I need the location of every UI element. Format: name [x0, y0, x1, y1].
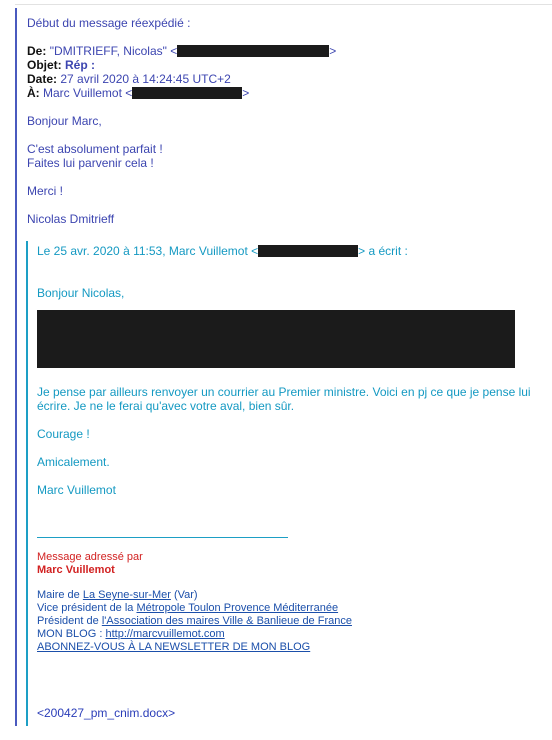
date-value: 27 avril 2020 à 14:24:45 UTC+2 — [60, 72, 231, 86]
quoted-greeting: Bonjour Nicolas, — [37, 286, 125, 300]
quoted-name: Marc Vuillemot — [37, 483, 116, 497]
body-line: C'est absolument parfait ! — [27, 142, 163, 156]
from-line — [27, 44, 547, 58]
quoted-courage: Courage ! — [37, 427, 90, 441]
subject-line — [27, 58, 547, 72]
date-label: Date: — [27, 72, 58, 86]
quote-intro-suffix: > a écrit : — [358, 244, 408, 258]
to-line — [27, 86, 547, 100]
forwarded-message — [27, 16, 547, 226]
to-value[interactable]: Marc Vuillemot < — [43, 86, 133, 100]
quote-intro — [37, 244, 537, 258]
attachment-link[interactable]: <200427_pm_cnim.docx> — [37, 706, 176, 720]
from-value[interactable]: "DMITRIEFF, Nicolas" < — [49, 44, 178, 58]
from-label: De: — [27, 44, 47, 58]
signature-line-mayor — [37, 589, 537, 602]
link-blog[interactable]: http://marcvuillemot.com — [105, 628, 225, 640]
signature-line-newsletter — [37, 641, 537, 654]
redacted-email — [177, 45, 329, 57]
subject-value: Rép : — [65, 58, 96, 72]
quoted-message — [37, 244, 537, 720]
redacted-block — [37, 310, 515, 368]
signature-text: Président de — [37, 615, 102, 627]
body-thanks: Merci ! — [27, 184, 63, 198]
body-greeting: Bonjour Marc, — [27, 114, 102, 128]
link-newsletter[interactable]: ABONNEZ-VOUS À LA NEWSLETTER DE MON BLOG — [37, 641, 311, 653]
quoted-paragraph: Je pense par ailleurs renvoyer un courrier au Premier ministre. Voici en pj ce que je pense lui écrire. Je ne le ferai qu'avec votre aval, bien sûr. — [37, 385, 531, 413]
to-close: > — [242, 86, 250, 100]
forward-quote-bar — [15, 8, 17, 726]
signature-line-association — [37, 615, 537, 628]
date-line — [27, 72, 547, 86]
forward-header: Début du message réexpédié : — [27, 16, 191, 30]
quoted-closing: Amicalement. — [37, 455, 110, 469]
subject-label: Objet: — [27, 58, 62, 72]
signature-sent-by: Message adressé par — [37, 551, 143, 563]
redacted-email — [132, 87, 242, 99]
link-la-seyne[interactable]: La Seyne-sur-Mer — [82, 589, 171, 601]
to-label: À: — [27, 86, 40, 100]
signature-text: MON BLOG : — [37, 628, 106, 640]
link-metropole[interactable]: Métropole Toulon Provence Méditerranée — [136, 602, 339, 614]
signature-line-metropole — [37, 602, 537, 615]
body-signature-name: Nicolas Dmitrieff — [27, 212, 115, 226]
signature-sender: Marc Vuillemot — [37, 564, 115, 576]
quoted-message-bar — [26, 241, 28, 726]
body-line: Faites lui parvenir cela ! — [27, 156, 154, 170]
signature-text: (Var) — [170, 589, 198, 601]
from-close: > — [329, 44, 337, 58]
redacted-email — [258, 245, 358, 257]
link-association[interactable]: l'Association des maires Ville & Banlieue de France — [101, 615, 352, 627]
signature-text: Vice président de la — [37, 602, 137, 614]
signature-text: Maire de — [37, 589, 83, 601]
signature-line-blog — [37, 628, 537, 641]
quote-intro-prefix: Le 25 avr. 2020 à 11:53, Marc Vuillemot < — [37, 244, 259, 258]
top-divider — [15, 4, 552, 5]
